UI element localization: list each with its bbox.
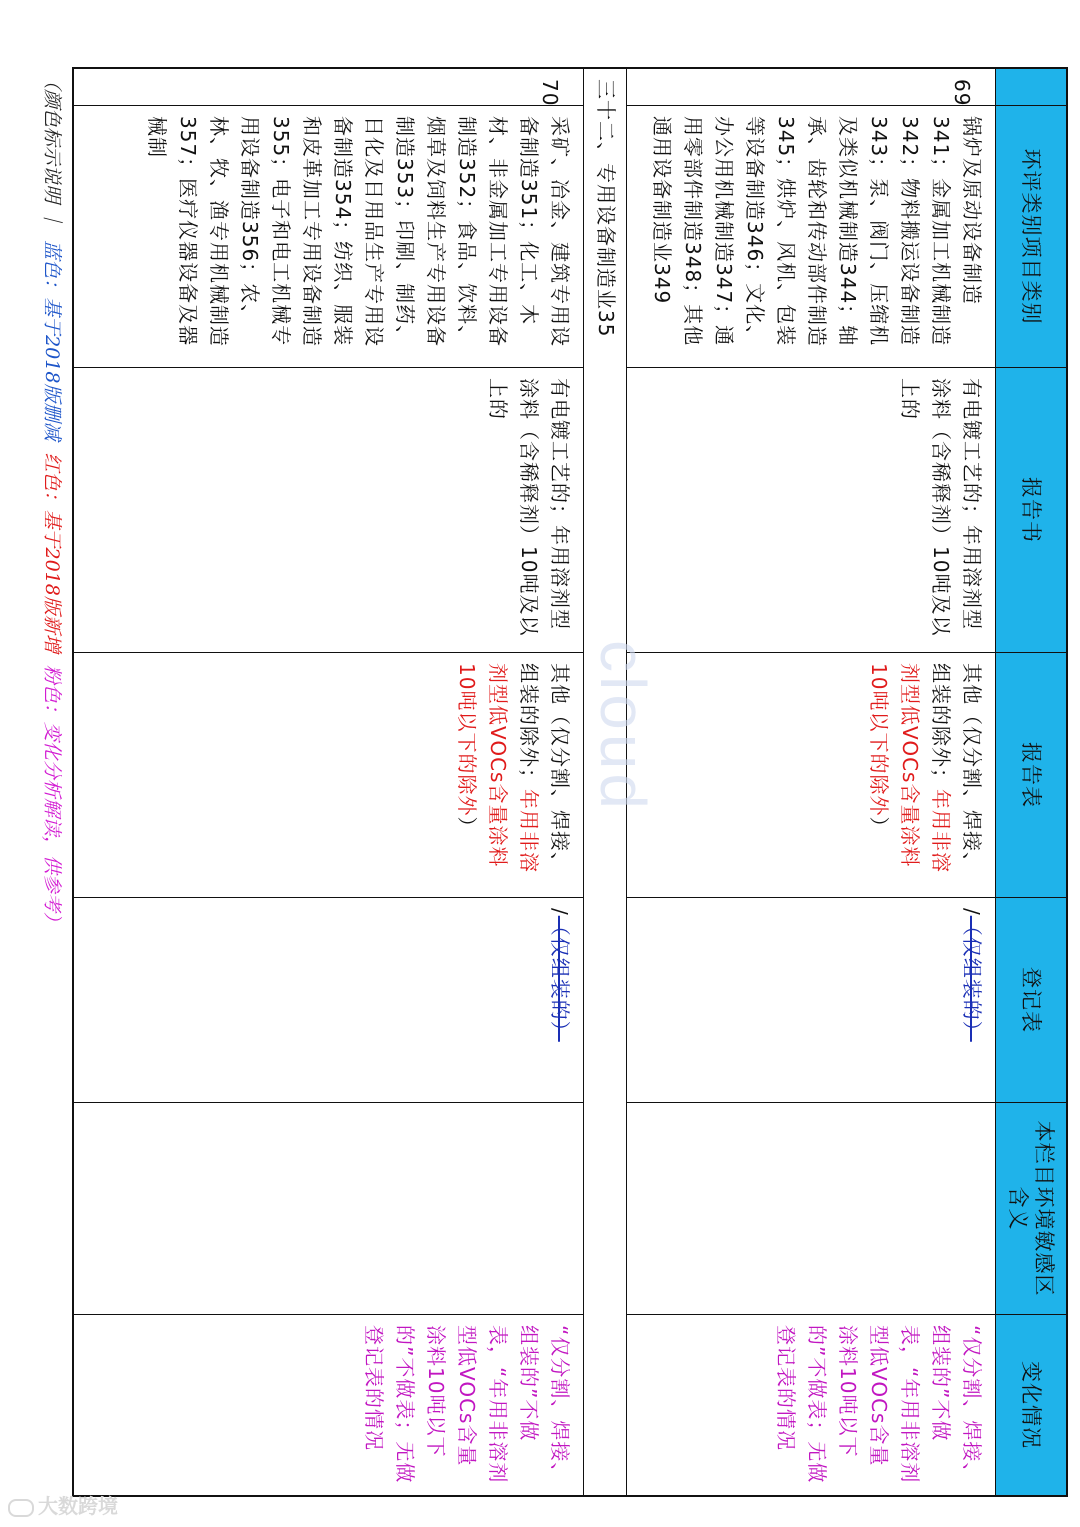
row-number: 70 xyxy=(538,79,562,107)
table-header-row xyxy=(996,69,1066,1495)
header-change: 变化情况 xyxy=(996,1314,1066,1495)
report-form-new-text: 年用非溶剂型低VOCs含量涂料10吨以下的除外 xyxy=(455,663,541,873)
category-cell: 锅炉及原动设备制造341；金属加工机械制造342；物料搬运设备制造343；泵、阀门、压缩机及类似机械制造344；轴承、齿轮和传动部件制造345；烘炉、风机、包装等设备制造346；文化、办公用机械制造347；通用零部件制造348；其他通用设备制造业349 xyxy=(627,105,995,367)
brand-icon xyxy=(8,1499,34,1517)
report-form-cell xyxy=(74,652,583,897)
registration-slash: / xyxy=(960,908,984,916)
registration-deleted-text: （仅组装的） xyxy=(548,915,572,1042)
brand-watermark xyxy=(8,1490,118,1519)
sensitive-area-cell xyxy=(627,1102,995,1314)
registration-cell xyxy=(627,897,995,1102)
section-title: 三十二、专用设备制造业35 xyxy=(594,79,618,338)
report-form-cell xyxy=(627,652,995,897)
report-form-text-c: ） xyxy=(455,816,479,838)
color-legend xyxy=(41,70,67,1490)
brand-label: 大数跨境 xyxy=(38,1494,118,1518)
legend-prefix: （颜色标示说明 ｜ xyxy=(41,70,63,229)
row-number: 69 xyxy=(950,79,974,107)
report-book-cell: 有电镀工艺的；年用溶剂型涂料（含稀释剂）10吨及以上的 xyxy=(74,367,583,652)
table-row-70 xyxy=(74,69,584,1495)
cloud-watermark: cloud xyxy=(587,640,659,813)
report-book-cell: 有电镀工艺的；年用溶剂型涂料（含稀释剂）10吨及以上的 xyxy=(627,367,995,652)
legend-blue: 蓝色：基于2018版删减 xyxy=(41,240,63,441)
change-cell: “仅分割、焊接、组装的”不做表，“年用非溶剂型低VOCs含量涂料10吨以下的”不做表；无做登记表的情况 xyxy=(627,1314,995,1495)
header-report-form: 报告表 xyxy=(996,652,1066,897)
category-cell: 采矿、冶金、建筑专用设备制造351；化工、木材、非金属加工专用设备制造352；食品、饮料、烟草及饲料生产专用设备制造353；印刷、制药、日化及日用品生产专用设备制造354；纺织、服装和皮革加工专用设备制造355；电子和电工机械专用设备制造356；农、林、牧、渔专用机械制造357；医疗仪器设备及器械制 xyxy=(74,105,583,367)
header-report-book: 报告书 xyxy=(996,367,1066,652)
sensitive-area-cell xyxy=(74,1102,583,1314)
table-row-69 xyxy=(627,69,996,1495)
report-form-text-c: ） xyxy=(867,816,891,838)
header-category: 环评类别项目类别 xyxy=(996,105,1066,367)
legend-red: 红色：基于2018版新增 xyxy=(41,452,63,653)
classification-table xyxy=(72,67,1068,1497)
header-registration: 登记表 xyxy=(996,897,1066,1102)
report-form-text-a: 其他（仅分割、焊接、组装的除外； xyxy=(929,663,984,873)
change-cell: “仅分割、焊接、组装的”不做表，“年用非溶剂型低VOCs含量涂料10吨以下的”不做表；无做登记表的情况 xyxy=(74,1314,583,1495)
report-form-new-text: 年用非溶剂型低VOCs含量涂料10吨以下的除外 xyxy=(867,663,953,873)
registration-slash: / xyxy=(548,908,572,916)
header-sensitive: 本栏目环境敏感区含义 xyxy=(996,1102,1066,1314)
legend-pink: 粉色：变化分析解读，供参考） xyxy=(41,664,63,931)
header-num-cell xyxy=(996,69,1066,105)
registration-cell xyxy=(74,897,583,1102)
registration-deleted-text: （仅组装的） xyxy=(960,915,984,1042)
report-form-text-a: 其他（仅分割、焊接、组装的除外； xyxy=(517,663,572,873)
